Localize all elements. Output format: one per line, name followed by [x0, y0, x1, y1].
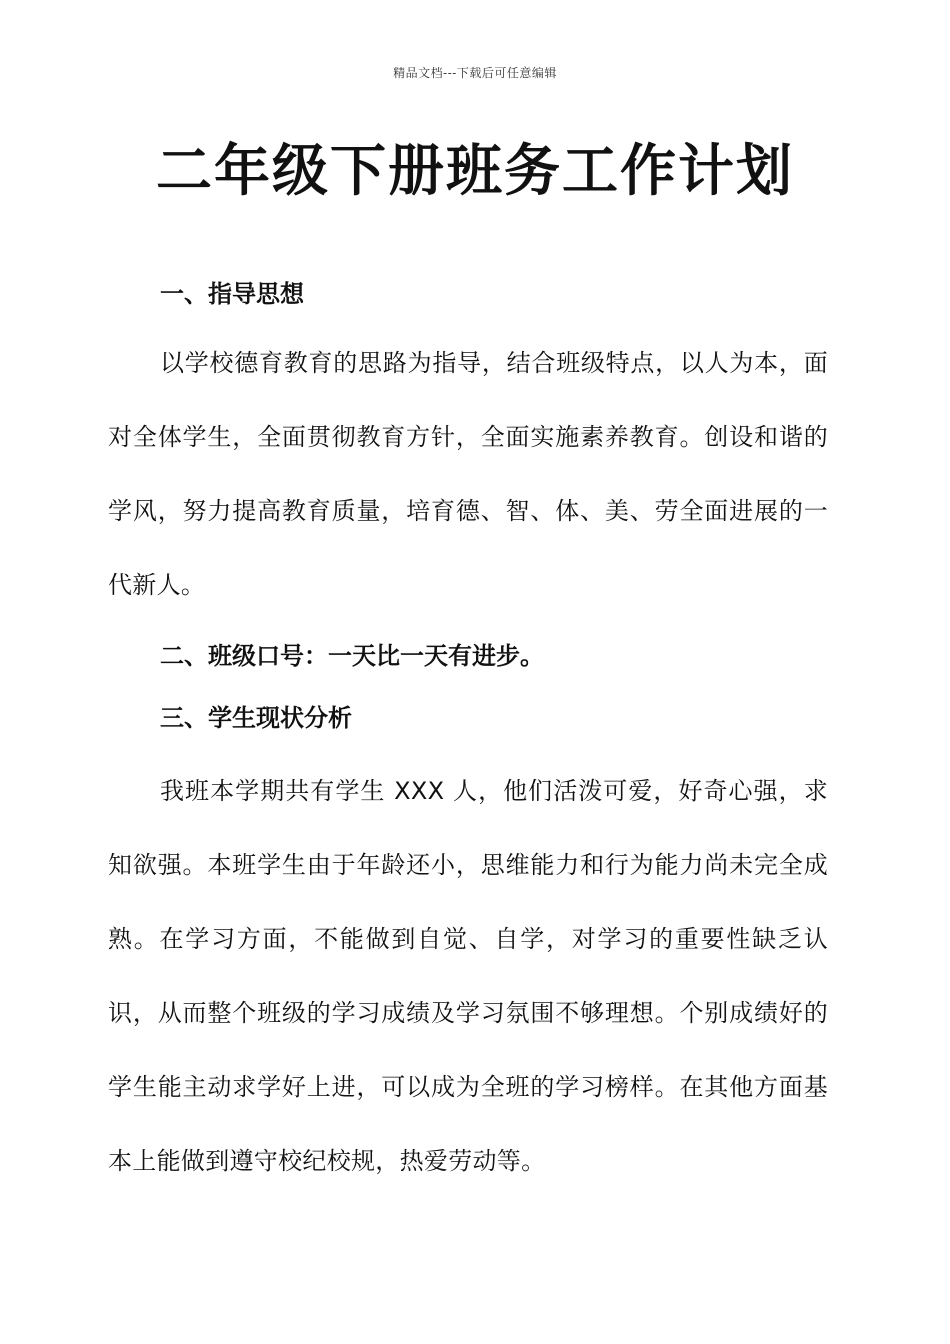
section-paragraph-student-analysis: 我班本学期共有学生 XXX 人，他们活泼可爱，好奇心强，求知欲强。本班学生由于年龄还小，思维能力和行为能力尚未完全成熟。在学习方面，不能做到自觉、自学，对学习的重要性缺乏认识，从而整个班级的学习成绩及学习氛围不够理想。个别成绩好的学生能主动求学好上进，可以成为全班的学习榜样。在其他方面基本上能做到遵守校纪校规，热爱劳动等。 [108, 777, 828, 1175]
section-heading-guiding-ideology: 一、指导思想 [160, 280, 304, 308]
section-paragraph-guiding-ideology: 以学校德育教育的思路为指导，结合班级特点，以人为本，面对全体学生，全面贯彻教育方针，全面实施素养教育。创设和谐的学风，努力提高教育质量，培育德、智、体、美、劳全面进展的一代新人。 [108, 349, 828, 599]
section-heading-student-analysis: 三、学生现状分析 [160, 704, 352, 732]
section-heading-class-slogan: 二、班级口号：一天比一天有进步。 [160, 642, 544, 670]
document-body [108, 270, 828, 1198]
page-header: 精品文档---下载后可任意编辑 [393, 66, 557, 80]
document-title: 二年级下册班务工作计划 [156, 139, 794, 204]
